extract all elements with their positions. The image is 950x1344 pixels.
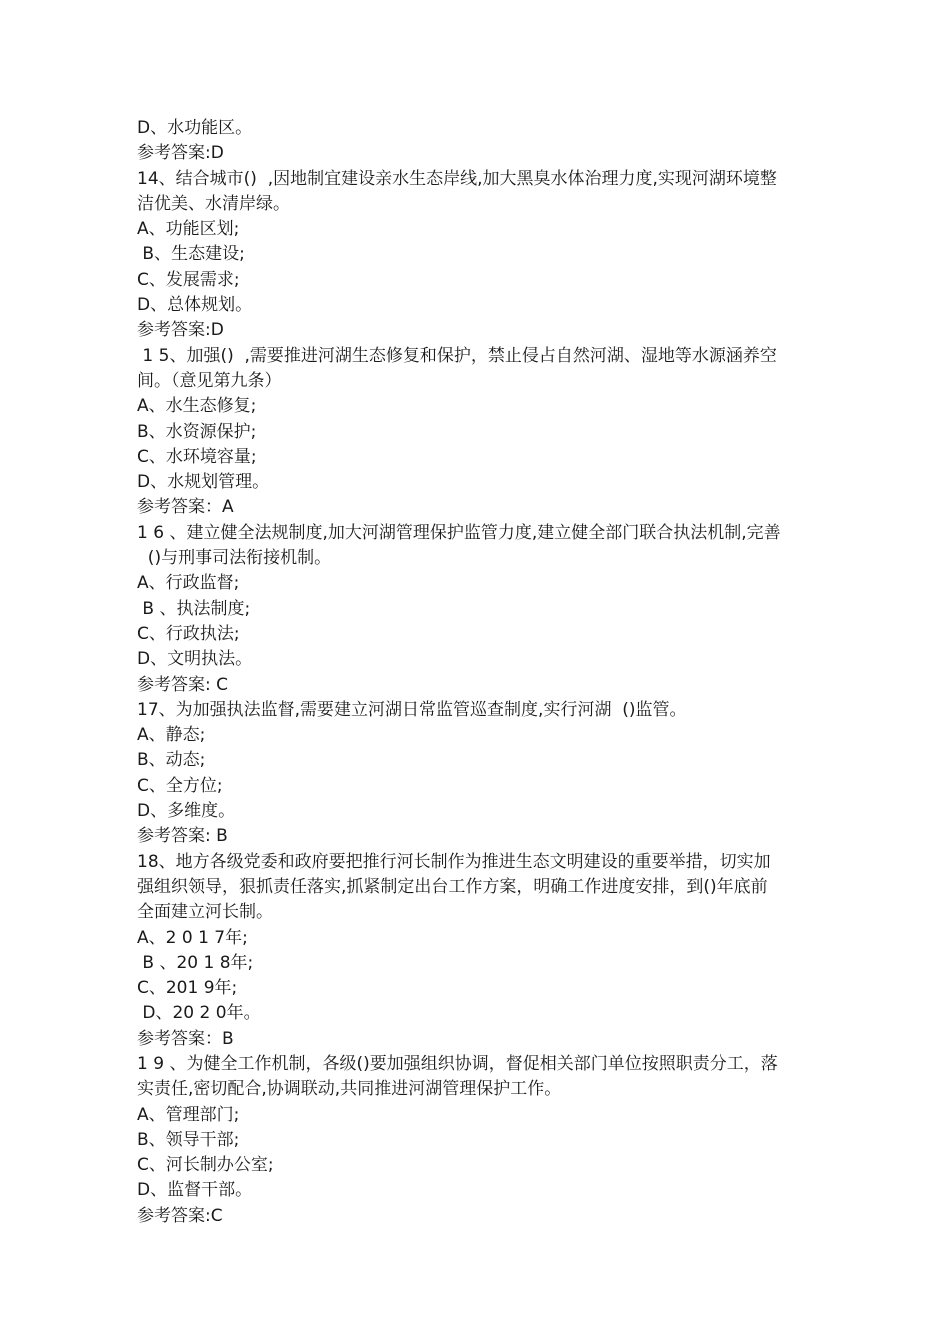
text-line: B、动态; xyxy=(137,750,206,771)
text-line: D、水规划管理。 xyxy=(137,472,270,493)
text-line: 参考答案: C xyxy=(137,674,229,695)
text-line: B 、执法制度; xyxy=(137,598,251,619)
text-line: B、水资源保护; xyxy=(137,421,257,442)
text-line: C、河长制办公室; xyxy=(137,1155,274,1176)
text-line: 参考答案:D xyxy=(137,143,224,164)
text-line: D、文明执法。 xyxy=(137,649,253,670)
text-line: C、发展需求; xyxy=(137,269,240,290)
text-line: D、监督干部。 xyxy=(137,1180,253,1201)
text-line: A、静态; xyxy=(137,725,206,746)
text-line: 参考答案: B xyxy=(137,826,228,847)
text-line: ()与刑事司法衔接机制。 xyxy=(137,548,332,569)
text-line: 18、地方各级党委和政府要把推行河长制作为推进生态文明建设的重要举措，切实加 xyxy=(137,851,771,872)
text-line: 1 9 、为健全工作机制，各级()要加强组织协调，督促相关部门单位按照职责分工，落 xyxy=(137,1053,778,1074)
text-line: D、20 2 0年。 xyxy=(137,1003,261,1024)
text-line: B、生态建设; xyxy=(137,244,245,265)
text-line: D、多维度。 xyxy=(137,801,236,822)
text-line: A、行政监督; xyxy=(137,573,240,594)
text-line: C、水环境容量; xyxy=(137,446,257,467)
text-line: 1 5、加强() ,需要推进河湖生态修复和保护，禁止侵占自然河湖、湿地等水源涵养空 xyxy=(137,345,777,366)
text-line: 参考答案：B xyxy=(137,1028,234,1049)
text-line: D、总体规划。 xyxy=(137,295,253,316)
text-line: 间。（意见第九条） xyxy=(137,370,282,391)
text-line: 洁优美、水清岸绿。 xyxy=(137,193,290,214)
text-line: A、2 0 1 7年; xyxy=(137,927,248,948)
text-line: A、水生态修复; xyxy=(137,396,257,417)
text-line: C、201 9年; xyxy=(137,978,238,999)
text-line: 实责任,密切配合,协调联动,共同推进河湖管理保护工作。 xyxy=(137,1079,562,1100)
text-line: B、领导干部; xyxy=(137,1129,240,1150)
text-line: A、功能区划; xyxy=(137,219,240,240)
text-line: 强组织领导，狠抓责任落实,抓紧制定出台工作方案，明确工作进度安排，到()年底前 xyxy=(137,876,768,897)
text-line: 参考答案:C xyxy=(137,1205,223,1226)
text-line: 17、为加强执法监督,需要建立河湖日常监管巡查制度,实行河湖 ()监管。 xyxy=(137,699,687,720)
text-line: A、管理部门; xyxy=(137,1104,240,1125)
text-line: B 、20 1 8年; xyxy=(137,952,254,973)
text-line: C、行政执法; xyxy=(137,623,240,644)
document-page xyxy=(137,116,857,1229)
text-line: 参考答案:D xyxy=(137,320,224,341)
text-line: 参考答案：A xyxy=(137,497,234,518)
text-line: 1 6 、建立健全法规制度,加大河湖管理保护监管力度,建立健全部门联合执法机制,完善 xyxy=(137,522,781,543)
text-line: 全面建立河长制。 xyxy=(137,902,273,923)
text-line: D、水功能区。 xyxy=(137,118,253,138)
text-line: 14、结合城市() ,因地制宜建设亲水生态岸线,加大黑臭水体治理力度,实现河湖环境整 xyxy=(137,168,777,189)
text-line: C、全方位; xyxy=(137,775,223,796)
